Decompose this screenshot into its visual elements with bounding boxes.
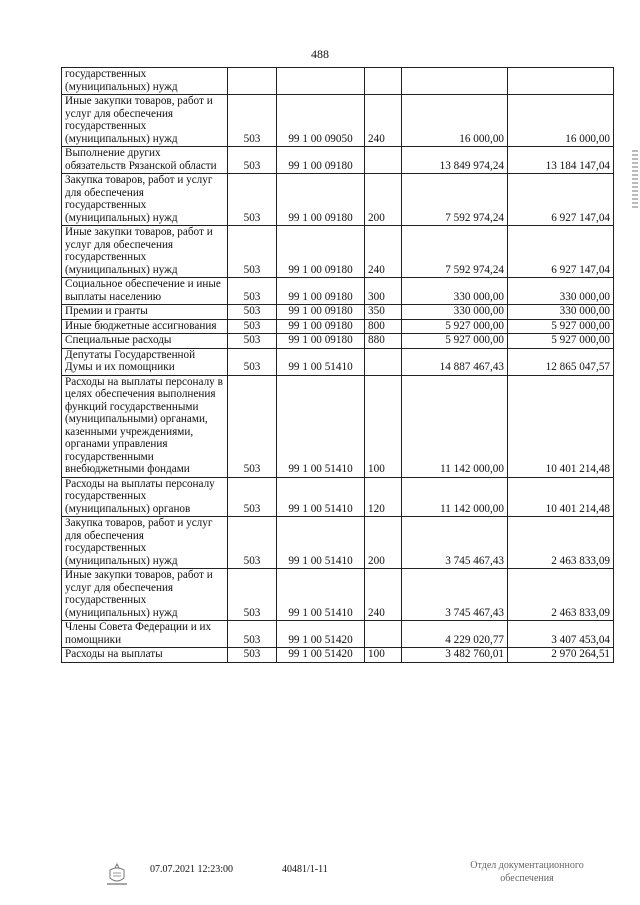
row-value-2020-cell xyxy=(402,68,508,95)
stamp-line-2: обеспечения xyxy=(500,873,554,884)
row-vr-cell: 200 xyxy=(365,517,402,569)
row-value-executed-cell: 10 401 214,48 xyxy=(508,375,614,477)
row-cs-cell: 99 1 00 51410 xyxy=(277,569,365,621)
department-stamp xyxy=(452,859,602,885)
scan-edge-mark xyxy=(632,150,638,210)
row-name-cell: Выполнение других обязательств Рязанской области xyxy=(62,147,228,174)
row-value-executed-cell: 6 927 147,04 xyxy=(508,174,614,226)
row-name-cell: Премии и гранты xyxy=(62,305,228,320)
row-cs-cell: 99 1 00 09050 xyxy=(277,95,365,147)
row-name-cell: Иные бюджетные ассигнования xyxy=(62,319,228,334)
row-gr-cell: 503 xyxy=(228,569,277,621)
row-cs-cell: 99 1 00 09180 xyxy=(277,305,365,320)
row-cs-cell: 99 1 00 09180 xyxy=(277,319,365,334)
row-gr-cell: 503 xyxy=(228,477,277,517)
emblem-icon xyxy=(103,862,131,888)
footer-registration: 40481/1-11 xyxy=(282,864,328,875)
row-name-cell: Иные закупки товаров, работ и услуг для обеспечения государственных (муниципальных) нужд xyxy=(62,95,228,147)
row-vr-cell: 800 xyxy=(365,319,402,334)
row-value-2020-cell: 330 000,00 xyxy=(402,278,508,305)
table-row xyxy=(62,226,614,278)
row-value-2020-cell: 7 592 974,24 xyxy=(402,226,508,278)
row-gr-cell: 503 xyxy=(228,648,277,663)
row-name-cell: Депутаты Государственной Думы и их помощники xyxy=(62,348,228,375)
table-row xyxy=(62,517,614,569)
row-value-executed-cell: 13 184 147,04 xyxy=(508,147,614,174)
row-cs-cell: 99 1 00 09180 xyxy=(277,334,365,349)
row-value-2020-cell: 16 000,00 xyxy=(402,95,508,147)
row-value-executed-cell: 12 865 047,57 xyxy=(508,348,614,375)
table-body xyxy=(62,68,614,663)
row-value-executed-cell: 2 970 264,51 xyxy=(508,648,614,663)
row-vr-cell: 240 xyxy=(365,95,402,147)
row-name-cell: Закупка товаров, работ и услуг для обеспечения государственных (муниципальных) нужд xyxy=(62,517,228,569)
table-row xyxy=(62,319,614,334)
table-row xyxy=(62,348,614,375)
row-gr-cell: 503 xyxy=(228,375,277,477)
page-number: 488 xyxy=(311,47,329,61)
row-vr-cell: 300 xyxy=(365,278,402,305)
table-row xyxy=(62,621,614,648)
row-vr-cell: 120 xyxy=(365,477,402,517)
row-gr-cell: 503 xyxy=(228,348,277,375)
row-name-cell: Расходы на выплаты персоналу государственных (муниципальных) органов xyxy=(62,477,228,517)
row-value-2020-cell: 11 142 000,00 xyxy=(402,375,508,477)
table-row xyxy=(62,278,614,305)
row-name-cell: Закупка товаров, работ и услуг для обеспечения государственных (муниципальных) нужд xyxy=(62,174,228,226)
row-value-executed-cell: 5 927 000,00 xyxy=(508,319,614,334)
row-cs-cell xyxy=(277,68,365,95)
row-gr-cell: 503 xyxy=(228,334,277,349)
table-row xyxy=(62,95,614,147)
row-value-executed-cell: 5 927 000,00 xyxy=(508,334,614,349)
table-row xyxy=(62,569,614,621)
row-value-executed-cell xyxy=(508,68,614,95)
row-value-executed-cell: 2 463 833,09 xyxy=(508,569,614,621)
row-gr-cell: 503 xyxy=(228,621,277,648)
row-value-2020-cell: 7 592 974,24 xyxy=(402,174,508,226)
row-value-executed-cell: 3 407 453,04 xyxy=(508,621,614,648)
row-name-cell: Специальные расходы xyxy=(62,334,228,349)
row-name-cell: Иные закупки товаров, работ и услуг для обеспечения государственных (муниципальных) нужд xyxy=(62,569,228,621)
row-vr-cell xyxy=(365,348,402,375)
row-value-2020-cell: 3 482 760,01 xyxy=(402,648,508,663)
row-gr-cell: 503 xyxy=(228,305,277,320)
row-gr-cell: 503 xyxy=(228,95,277,147)
row-name-cell: государственных (муниципальных) нужд xyxy=(62,68,228,95)
row-value-executed-cell: 330 000,00 xyxy=(508,278,614,305)
row-value-2020-cell: 11 142 000,00 xyxy=(402,477,508,517)
row-value-executed-cell: 10 401 214,48 xyxy=(508,477,614,517)
table-row xyxy=(62,68,614,95)
row-vr-cell: 880 xyxy=(365,334,402,349)
row-vr-cell: 240 xyxy=(365,569,402,621)
row-name-cell: Иные закупки товаров, работ и услуг для обеспечения государственных (муниципальных) нужд xyxy=(62,226,228,278)
row-cs-cell: 99 1 00 09180 xyxy=(277,174,365,226)
table-row xyxy=(62,174,614,226)
row-gr-cell xyxy=(228,68,277,95)
row-vr-cell xyxy=(365,68,402,95)
row-vr-cell: 100 xyxy=(365,375,402,477)
row-cs-cell: 99 1 00 51420 xyxy=(277,648,365,663)
row-vr-cell: 350 xyxy=(365,305,402,320)
row-value-executed-cell: 2 463 833,09 xyxy=(508,517,614,569)
row-name-cell: Расходы на выплаты xyxy=(62,648,228,663)
row-cs-cell: 99 1 00 51420 xyxy=(277,621,365,648)
row-value-executed-cell: 6 927 147,04 xyxy=(508,226,614,278)
row-value-2020-cell: 13 849 974,24 xyxy=(402,147,508,174)
table-row xyxy=(62,375,614,477)
table-row xyxy=(62,147,614,174)
row-gr-cell: 503 xyxy=(228,174,277,226)
row-cs-cell: 99 1 00 09180 xyxy=(277,147,365,174)
row-value-2020-cell: 5 927 000,00 xyxy=(402,334,508,349)
row-value-2020-cell: 3 745 467,43 xyxy=(402,569,508,621)
row-cs-cell: 99 1 00 09180 xyxy=(277,226,365,278)
row-gr-cell: 503 xyxy=(228,226,277,278)
row-cs-cell: 99 1 00 51410 xyxy=(277,477,365,517)
row-value-executed-cell: 16 000,00 xyxy=(508,95,614,147)
row-name-cell: Члены Совета Федерации и их помощники xyxy=(62,621,228,648)
row-gr-cell: 503 xyxy=(228,319,277,334)
row-value-2020-cell: 330 000,00 xyxy=(402,305,508,320)
row-cs-cell: 99 1 00 51410 xyxy=(277,517,365,569)
row-value-2020-cell: 5 927 000,00 xyxy=(402,319,508,334)
row-value-executed-cell: 330 000,00 xyxy=(508,305,614,320)
row-vr-cell: 240 xyxy=(365,226,402,278)
table-row xyxy=(62,477,614,517)
row-name-cell: Расходы на выплаты персоналу в целях обеспечения выполнения функций государственными (муниципальными) органами, казенными учреждениями, органами управления государственными внебюджетными фондами xyxy=(62,375,228,477)
row-value-2020-cell: 14 887 467,43 xyxy=(402,348,508,375)
table-row xyxy=(62,334,614,349)
budget-table xyxy=(61,67,614,663)
row-vr-cell: 200 xyxy=(365,174,402,226)
row-cs-cell: 99 1 00 09180 xyxy=(277,278,365,305)
row-gr-cell: 503 xyxy=(228,147,277,174)
row-gr-cell: 503 xyxy=(228,278,277,305)
table-row xyxy=(62,648,614,663)
row-vr-cell: 100 xyxy=(365,648,402,663)
row-cs-cell: 99 1 00 51410 xyxy=(277,348,365,375)
stamp-line-1: Отдел документационного xyxy=(470,860,584,871)
row-vr-cell xyxy=(365,621,402,648)
row-name-cell: Социальное обеспечение и иные выплаты населению xyxy=(62,278,228,305)
row-gr-cell: 503 xyxy=(228,517,277,569)
row-value-2020-cell: 3 745 467,43 xyxy=(402,517,508,569)
row-cs-cell: 99 1 00 51410 xyxy=(277,375,365,477)
row-vr-cell xyxy=(365,147,402,174)
footer-datetime: 07.07.2021 12:23:00 xyxy=(150,864,234,875)
row-value-2020-cell: 4 229 020,77 xyxy=(402,621,508,648)
table-row xyxy=(62,305,614,320)
